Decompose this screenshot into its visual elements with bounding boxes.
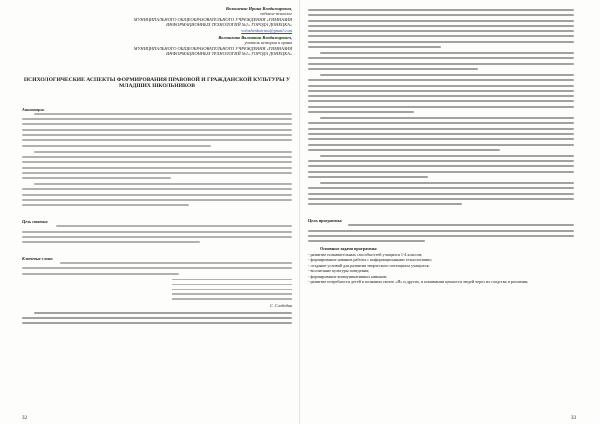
right-page xyxy=(300,0,600,424)
list-item: - формирование навыков работы с информационными технологиями; xyxy=(308,257,574,263)
list-item: - создание условий для развития творческого потенциала учащихся; xyxy=(308,263,574,269)
text-paragraph xyxy=(308,155,574,178)
keywords-lead: Ключевые слова: xyxy=(22,256,54,262)
author-1-email[interactable]: voloshenkoirina@gmail.com xyxy=(241,27,292,33)
text-paragraph xyxy=(308,117,574,151)
abstract-lead: Аннотация. xyxy=(22,106,45,112)
purpose-lead: Цель статьи: xyxy=(22,219,49,225)
text-paragraph xyxy=(22,183,292,206)
goal-lead: Цель программы: xyxy=(308,218,343,224)
author-1-name: Волошенко Ирина Владимировна, xyxy=(225,6,292,11)
list-item: - развитие познавательных способностей учащихся 1-4 классов; xyxy=(308,252,574,258)
author-1-org: МУНИЦИПАЛЬНОГО ОБЩЕОБРАЗОВАТЕЛЬНОГО УЧРЕЖДЕНИЯ «ГИМНАЗИЯ ИНФОРМАЦИОННЫХ ТЕХНОЛОГИЙ №1» ГОРОДА ДОНЕЦКА» xyxy=(133,16,292,28)
text-paragraph xyxy=(308,182,574,205)
page-number-right: 33 xyxy=(571,416,576,421)
tasks-heading: Основные задачи программы: xyxy=(320,246,378,252)
text-paragraph xyxy=(308,74,574,113)
article-title: ПСИХОЛОГИЧЕСКИЕ АСПЕКТЫ ФОРМИРОВАНИЯ ПРАВОВОЙ И ГРАЖДАНСКОЙ КУЛЬТУРЫ У МЛАДШИХ ШКОЛЬНИКОВ xyxy=(23,76,291,90)
list-item: - воспитание культуры поведения; xyxy=(308,268,574,274)
list-item: - развитие потребности детей в познании своего «Я» и других, в понимании ценности людей через их сходства и различия; xyxy=(308,279,574,285)
author-2-name: Волошенко Валентин Владимирович, xyxy=(218,35,292,41)
goal-paragraph xyxy=(308,209,574,242)
text-paragraph xyxy=(308,9,574,48)
author-2-org: МУНИЦИПАЛЬНОГО ОБЩЕОБРАЗОВАТЕЛЬНОГО УЧРЕЖДЕНИЯ «ГИМНАЗИЯ ИНФОРМАЦИОННЫХ ТЕХНОЛОГИЙ №1» ГОРОДА ДОНЕЦКА» xyxy=(133,45,292,57)
author-1-role: педагог-психолог xyxy=(260,11,292,17)
tasks-list xyxy=(308,252,574,286)
text-paragraph xyxy=(308,52,574,70)
author-block xyxy=(92,6,292,57)
purpose-paragraph xyxy=(22,210,292,243)
author-2-role: учитель истории и права xyxy=(244,40,292,46)
text-paragraph xyxy=(22,312,292,325)
text-paragraph xyxy=(22,151,292,179)
list-item: - формирование коммуникативных навыков; xyxy=(308,274,574,280)
abstract-paragraph xyxy=(22,98,292,147)
epigraph-author: С. Слободин xyxy=(270,303,292,309)
keywords-paragraph xyxy=(22,247,292,275)
page-number-left: 32 xyxy=(22,416,27,421)
epigraph-block xyxy=(172,279,292,309)
